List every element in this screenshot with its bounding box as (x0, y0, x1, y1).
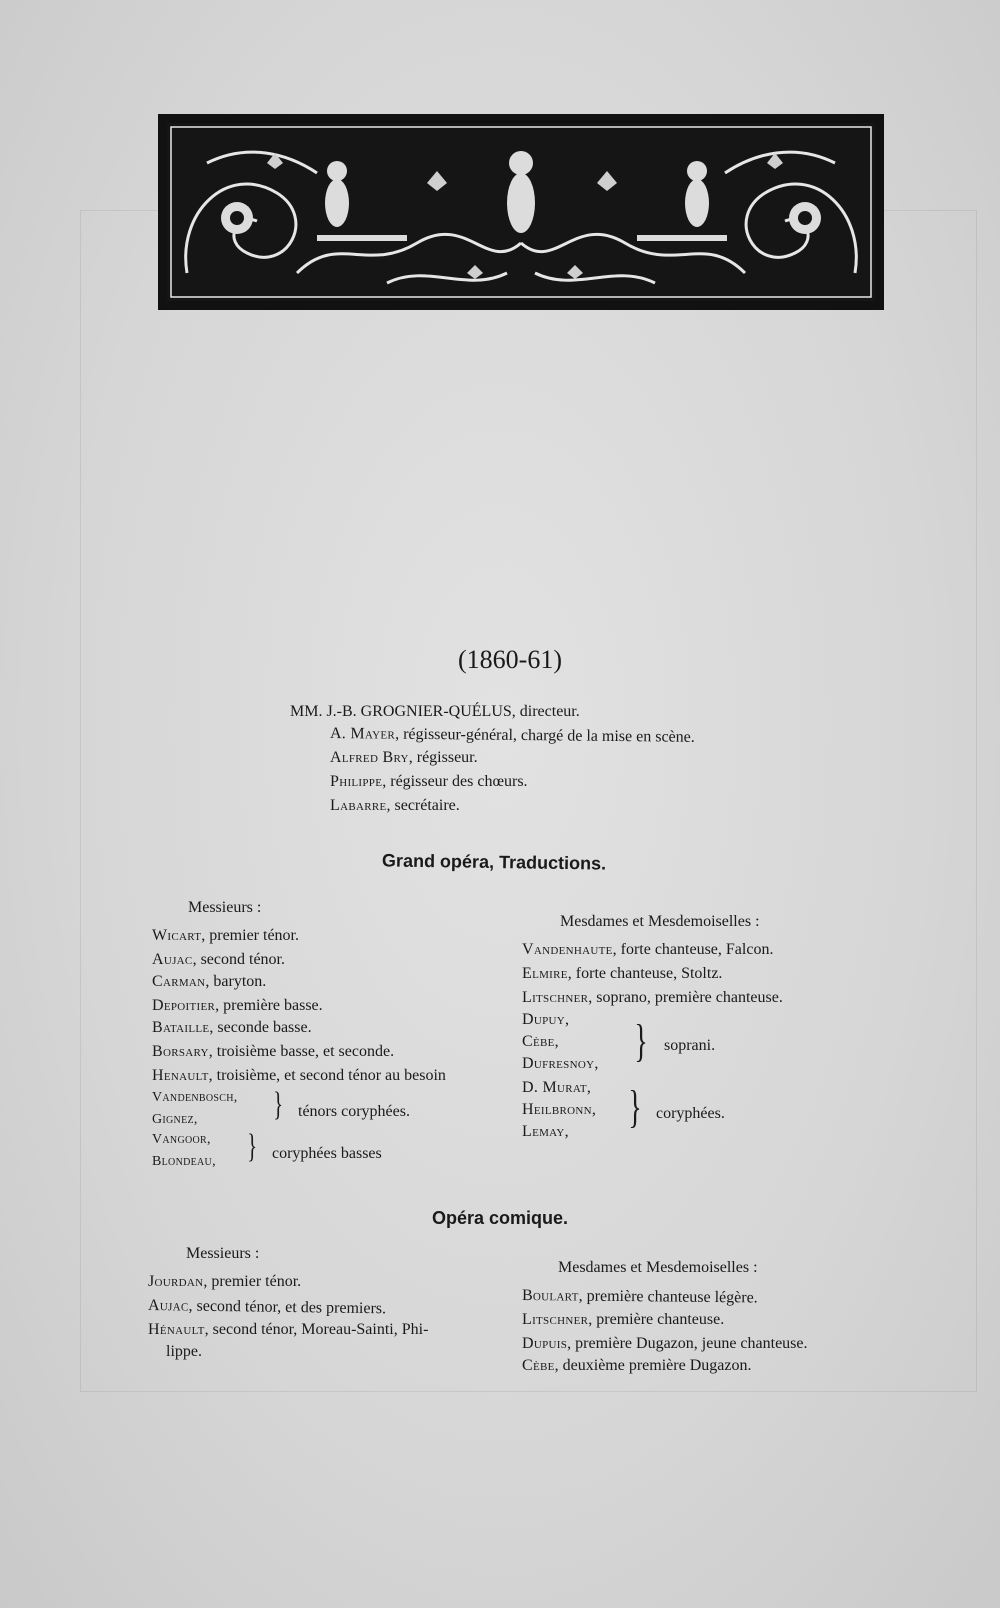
ornamental-banner (158, 114, 884, 310)
group-label: coryphées. (656, 1105, 725, 1122)
direction-prefix: MM. (290, 703, 323, 720)
staff-role: , régisseur-général, chargé de la mise en scène. (395, 725, 695, 746)
direction-line-4 (330, 772, 528, 792)
group-name: Cèbe, (522, 1033, 559, 1050)
brace-glyph: } (247, 1128, 258, 1165)
staff-role: , régisseur. (408, 749, 478, 766)
brace-glyph: } (273, 1086, 284, 1123)
singer-entry: Cèbe, deuxième première Dugazon. (522, 1357, 752, 1374)
group-label: coryphées basses (272, 1145, 382, 1162)
singer-entry: Litschner, première chanteuse. (522, 1311, 725, 1328)
section-heading-opera-comique: Opéra comique. (432, 1208, 569, 1228)
women-header: Mesdames et Mesdemoiselles : (560, 913, 760, 930)
brace-glyph: } (634, 1015, 648, 1066)
group-label: soprani. (664, 1037, 716, 1054)
singer-entry: Litschner, soprano, première chanteuse. (522, 989, 783, 1006)
group-name: Gignez, (152, 1112, 198, 1127)
direction-line-1 (290, 702, 580, 722)
group-label: ténors coryphées. (298, 1103, 410, 1120)
section-heading-grand-opera: Grand opéra, Traductions. (381, 850, 607, 874)
singer-entry: Dupuis, première Dugazon, jeune chanteuse. (522, 1335, 808, 1352)
group-name: Dupuy, (522, 1011, 570, 1028)
season-title: (1860-61) (458, 645, 562, 674)
staff-name: A. Mayer (329, 725, 396, 743)
singer-entry: Jourdan, premier ténor. (148, 1273, 302, 1290)
group-name: D. Murat, (522, 1079, 592, 1096)
staff-name: Labarre (330, 797, 387, 814)
direction-line-2 (330, 724, 695, 748)
singer-entry: Elmire, forte chanteuse, Stoltz. (522, 965, 723, 982)
singer-entry: Vandenhaute, forte chanteuse, Falcon. (522, 941, 774, 958)
group-name: Heilbronn, (522, 1101, 597, 1118)
singer-entry: Borsary, troisième basse, et seconde. (152, 1043, 395, 1060)
singer-entry: Wicart, premier ténor. (152, 927, 299, 944)
direction-line-5 (330, 796, 460, 816)
brace-glyph: } (628, 1081, 642, 1132)
staff-role: , régisseur des chœurs. (382, 773, 528, 790)
director-role: , directeur. (511, 703, 580, 720)
singer-entry: Hénault, second ténor, Moreau-Sainti, Phi- (148, 1321, 429, 1338)
group-name: Vangoor, (152, 1132, 211, 1147)
singer-entry: Carman, baryton. (152, 973, 267, 990)
staff-name: Philippe (330, 773, 383, 790)
singer-entry: Depoitier, première basse. (152, 997, 323, 1014)
ornament-illustration (167, 123, 875, 301)
singer-entry: Aujac, second ténor. (152, 951, 285, 968)
staff-name: Alfred Bry (330, 749, 409, 766)
group-name: Lemay, (522, 1123, 569, 1140)
singer-entry: Bataille, seconde basse. (152, 1019, 312, 1036)
men-header: Messieurs : (186, 1245, 260, 1262)
director-name: J.-B. GROGNIER-QUÉLUS (326, 703, 512, 720)
staff-role: , secrétaire. (386, 797, 460, 814)
singer-entry-continuation: lippe. (166, 1343, 202, 1360)
women-header: Mesdames et Mesdemoiselles : (558, 1259, 758, 1276)
group-name: Vandenbosch, (152, 1090, 238, 1105)
singer-entry: Henault, troisième, et second ténor au besoin (152, 1067, 446, 1084)
direction-line-3 (330, 748, 478, 768)
singer-entry: Aujac, second ténor, et des premiers. (147, 1297, 387, 1318)
men-header: Messieurs : (188, 899, 262, 916)
group-name: Blondeau, (152, 1154, 216, 1169)
singer-entry: Boulart, première chanteuse légère. (521, 1287, 758, 1307)
group-name: Dufresnoy, (522, 1055, 599, 1072)
